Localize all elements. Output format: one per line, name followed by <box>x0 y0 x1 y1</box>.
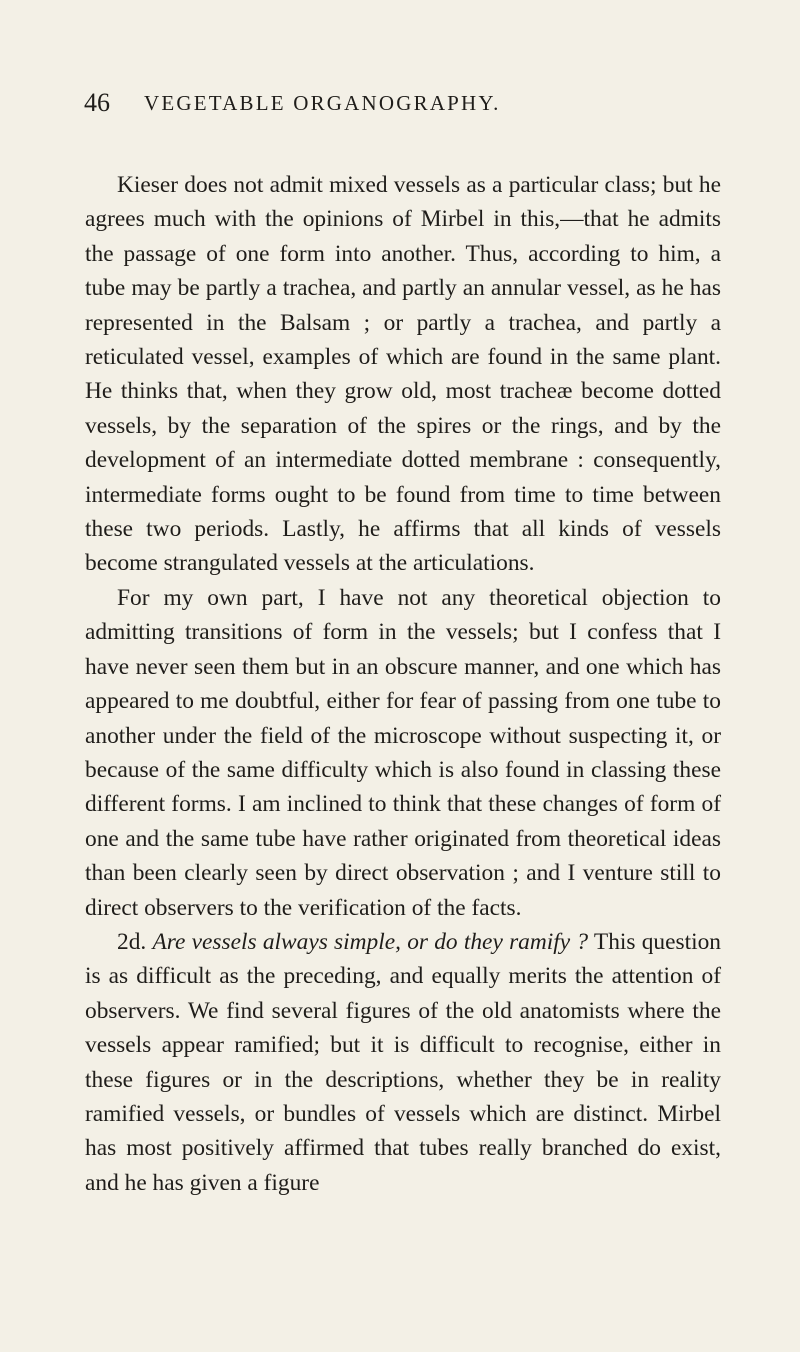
paragraph-kieser: Kieser does not admit mixed vessels as a particular class; but he agrees much with the opinions of Mirbel in this,—that he admits the passage of one form into another. Thus, according to him, a tube may be partly a trachea, and partly an annular vessel, as he has represented in the Balsam ; or partly a trachea, and partly a reticulated vessel, examples of which are found in the same plant. He thinks that, when they grow old, most tracheæ become dotted vessels, by the separation of the spires or the rings, and by the development of an intermediate dotted membrane : consequently, intermediate forms ought to be found from time to time between these two periods. Lastly, he affirms that all kinds of vessels become strangulated vessels at the articulations. <box>85 172 721 577</box>
question-heading: Are vessels always simple, or do they ramify ? <box>152 928 589 955</box>
section-number: 2d. <box>117 928 147 955</box>
running-title: VEGETABLE ORGANOGRAPHY. <box>144 91 501 115</box>
paragraph-question-body: This question is as difficult as the preceding, and equally merits the attention of observers. We find several figures of the old anatomists where the vessels appear ramified; but it is difficult to recognise, either in these figures or in the descriptions, whether they be in reality ramified vessels, or bundles of vessels which are distinct. Mirbel has most positively affirmed that tubes really branched do exist, and he has given a figure <box>85 928 721 1196</box>
body-text <box>85 168 721 1200</box>
paragraph-own-part: For my own part, I have not any theoretical objection to admitting transitions of form in the vessels; but I confess that I have never seen them but in an obscure manner, and one which has appeared to me doubtful, either for fear of passing from one tube to another under the field of the microscope without suspecting it, or because of the same difficulty which is also found in classing these different forms. I am inclined to think that these changes of form of one and the same tube have rather originated from theoretical ideas than been clearly seen by direct observation ; and I venture still to direct observers to the verification of the facts. <box>85 584 721 921</box>
paragraph-second-question <box>85 925 721 1200</box>
page-number: 46 <box>84 88 110 117</box>
running-head <box>84 88 724 124</box>
